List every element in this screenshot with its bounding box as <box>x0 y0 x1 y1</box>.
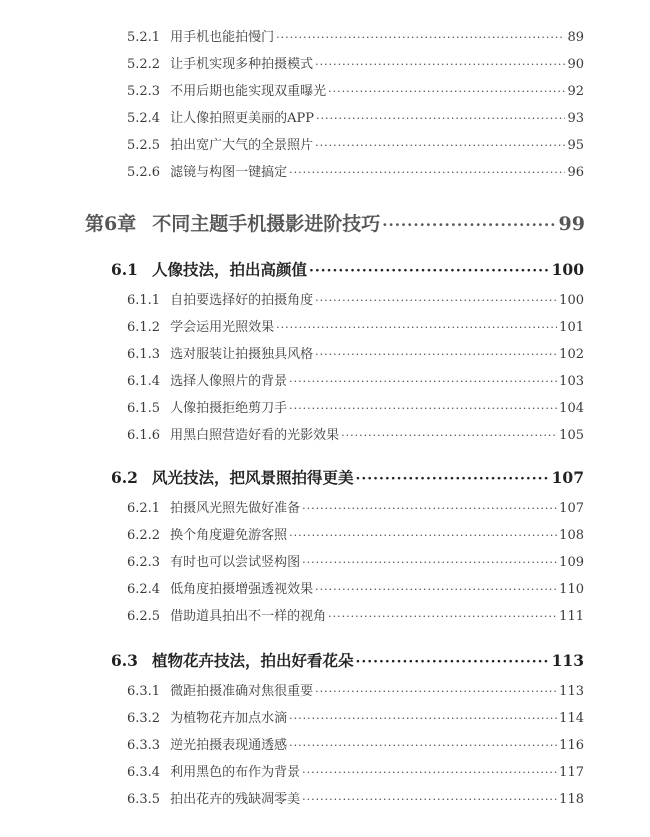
toc-item: 5.2.5 拍出宽广大气的全景照片 ····· 95 <box>127 134 584 153</box>
toc-item: 6.1.5 人像拍摄拒绝剪刀手 ····· 104 <box>127 397 584 416</box>
toc-item: 6.3.3 逆光拍摄表现通透感 ····· 116 <box>127 734 584 753</box>
toc-item: 6.2.1 拍摄风光照先做好准备 ····· 107 <box>127 497 584 516</box>
toc-item: 6.3.5 拍出花卉的残缺凋零美 ····· 118 <box>127 788 584 807</box>
toc-item: 6.3.2 为植物花卉加点水滴 ····· 114 <box>127 707 584 726</box>
toc-item: 6.3.1 微距拍摄准确对焦很重要 ····· 113 <box>127 680 584 699</box>
toc-item: 6.1.2 学会运用光照效果 ····· 101 <box>127 316 584 335</box>
toc-item: 5.2.6 滤镜与构图一键搞定 ····· 96 <box>127 161 584 180</box>
toc-item: 6.2.3 有时也可以尝试竖构图 ····· 109 <box>127 551 584 570</box>
toc-item: 5.2.2 让手机实现多种拍摄模式 ····· 90 <box>127 53 584 72</box>
toc-item: 5.2.3 不用后期也能实现双重曝光 ····· 92 <box>127 80 584 99</box>
toc-item: 5.2.1 用手机也能拍慢门 ····· 89 <box>127 26 584 45</box>
toc-item: 6.2.5 借助道具拍出不一样的视角 ····· 111 <box>127 605 584 624</box>
section-heading: 6.3 植物花卉技法，拍出好看花朵 ····· 113 <box>111 649 584 671</box>
toc-item: 6.1.1 自拍要选择好的拍摄角度 ····· 100 <box>127 289 584 308</box>
toc-item: 5.2.4 让人像拍照更美丽的APP ····· 93 <box>127 107 584 126</box>
toc-item: 6.3.4 利用黑色的布作为背景 ····· 117 <box>127 761 584 780</box>
toc-item: 6.1.6 用黑白照营造好看的光影效果 ····· 105 <box>127 424 584 443</box>
section-heading: 6.1 人像技法，拍出高颜值 ····· 100 <box>111 258 584 280</box>
toc-item: 6.2.2 换个角度避免游客照 ····· 108 <box>127 524 584 543</box>
toc-item: 6.1.3 选对服装让拍摄独具风格 ····· 102 <box>127 343 584 362</box>
toc-item: 6.1.4 选择人像照片的背景 ····· 103 <box>127 370 584 389</box>
section-heading: 6.2 风光技法，把风景照拍得更美 ····· 107 <box>111 466 584 488</box>
toc-item: 6.2.4 低角度拍摄增强透视效果 ····· 110 <box>127 578 584 597</box>
chapter-heading: 第6章 不同主题手机摄影进阶技巧 ····· 99 <box>85 209 585 236</box>
